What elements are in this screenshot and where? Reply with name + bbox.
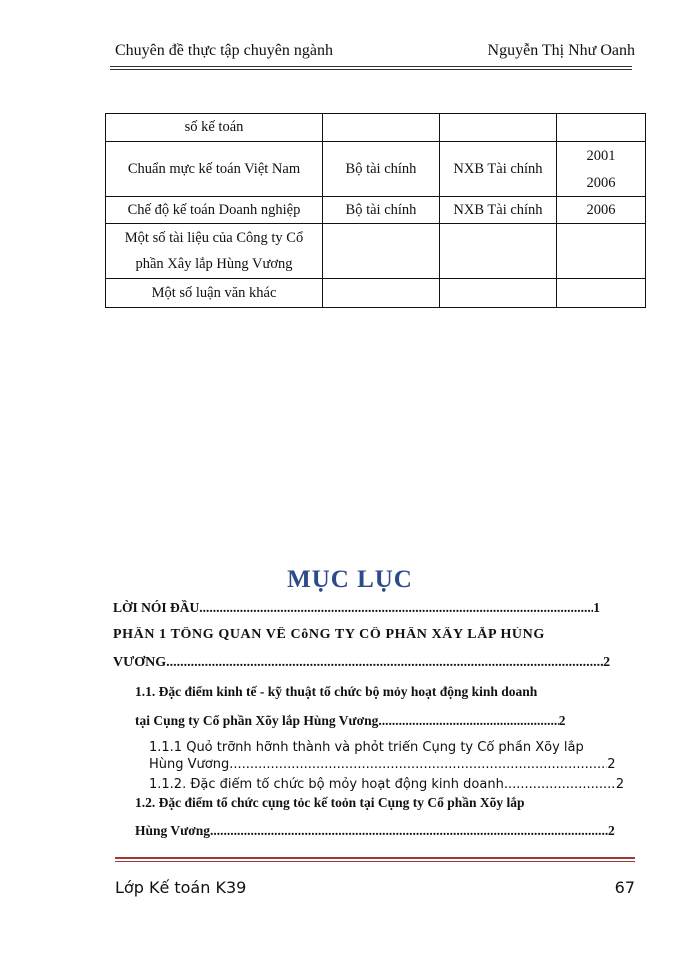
- toc-leader: [504, 777, 616, 792]
- toc-entry-text: PHẦN 1 TỔNG QUAN VỀ CôNG TY CỔ PHẦN XÂY LẮP HÙNG: [113, 627, 545, 642]
- table-cell: [106, 224, 323, 279]
- header-title: Chuyên đề thực tập chuyên ngành: [115, 42, 333, 59]
- table-cell: NXB Tài chính: [440, 197, 557, 224]
- toc-entry-line1[interactable]: [135, 684, 633, 700]
- header-rule-thin: [110, 69, 632, 70]
- footer-rule: [115, 857, 635, 859]
- references-table: [105, 113, 646, 308]
- table-cell: [557, 279, 646, 308]
- toc-page: 2: [603, 655, 611, 670]
- toc-entry-text: tại Cụng ty Cổ phần Xõy lắp Hùng Vương.: [135, 713, 382, 728]
- table-cell: Chế độ kế toán Doanh nghiệp: [106, 197, 323, 224]
- toc-page: 2: [615, 777, 625, 792]
- table-row: [106, 197, 646, 224]
- toc-entry-line2[interactable]: [135, 713, 633, 729]
- table-cell: Bộ tài chính: [323, 142, 440, 197]
- table-row: [106, 279, 646, 308]
- toc-entry-text: 1.1.2. Đặc điểm tổ chức bộ mỏy hoạt động kinh doanh: [149, 777, 504, 792]
- table-cell: [323, 224, 440, 279]
- toc-leader: [382, 713, 559, 729]
- table-row: [106, 142, 646, 197]
- header-author: Nguyễn Thị Như Oanh: [487, 42, 635, 59]
- table-row: [106, 224, 646, 279]
- toc-entry[interactable]: [149, 777, 633, 792]
- toc-entry[interactable]: [113, 600, 633, 616]
- toc-entry-text: 1.2. Đặc điểm tổ chức cụng tỏc kế toỏn tại Cụng ty Cổ phần Xõy lắp: [135, 795, 525, 810]
- toc-page: 2: [607, 757, 616, 772]
- toc-entry-text: Hùng Vương: [149, 757, 230, 772]
- header-rule: [110, 66, 632, 67]
- table-cell: [557, 114, 646, 142]
- toc-entry-line1[interactable]: [135, 795, 633, 811]
- table-cell: Một số luận văn khác: [106, 279, 323, 308]
- table-cell: [440, 279, 557, 308]
- toc-entry-text: LỜI NÓI ĐẦU: [113, 600, 200, 615]
- table-cell: NXB Tài chính: [440, 142, 557, 197]
- toc-leader: [166, 655, 603, 671]
- page-number: 67: [614, 878, 635, 897]
- toc-entry-text: 1.1.1 Quỏ trỡnh hỡnh thành và phỏt triển Cụng ty Cổ phần Xõy lắp: [149, 740, 584, 755]
- toc-entry-text: 1.1. Đặc điểm kinh tế - kỹ thuật tổ chức bộ mỏy hoạt động kinh doanh: [135, 684, 538, 699]
- toc-entry-line1: [149, 740, 633, 755]
- toc-title: MỤC LỤC: [287, 566, 413, 593]
- table-cell: [323, 114, 440, 142]
- table-cell: [557, 224, 646, 279]
- footer-rule-thin: [115, 861, 635, 862]
- table-cell: số kế toán: [106, 114, 323, 142]
- cell-line: Một số tài liệu của Công ty Cổ: [124, 230, 304, 246]
- toc-entry-text: VƯƠNG: [113, 655, 167, 670]
- table-cell: 2006: [557, 197, 646, 224]
- year-line: 2001: [586, 148, 616, 164]
- table-cell: [323, 279, 440, 308]
- cell-line: phần Xây lắp Hùng Vương: [135, 256, 293, 272]
- toc-page: 2: [607, 823, 615, 838]
- toc-leader: [199, 600, 593, 616]
- toc-entry-line2[interactable]: [113, 655, 633, 671]
- year-line: 2006: [586, 175, 616, 191]
- table-cell-years: [557, 142, 646, 197]
- toc-entry-line2[interactable]: [149, 757, 633, 772]
- table-row: [106, 114, 646, 142]
- toc-leader: [229, 757, 607, 772]
- toc-entry-line2[interactable]: [135, 823, 633, 839]
- page-header: [115, 38, 635, 62]
- table-cell: [440, 114, 557, 142]
- toc-entry-text: Hùng Vương: [135, 823, 210, 838]
- toc-page: 1: [593, 600, 601, 615]
- toc-entry-line1[interactable]: [113, 627, 633, 643]
- table-cell: Chuẩn mực kế toán Việt Nam: [106, 142, 323, 197]
- table-cell: [440, 224, 557, 279]
- toc-page: 2: [558, 713, 566, 728]
- toc-leader: [210, 823, 608, 839]
- table-cell: Bộ tài chính: [323, 197, 440, 224]
- footer-class: Lớp Kế toán K39: [115, 878, 247, 897]
